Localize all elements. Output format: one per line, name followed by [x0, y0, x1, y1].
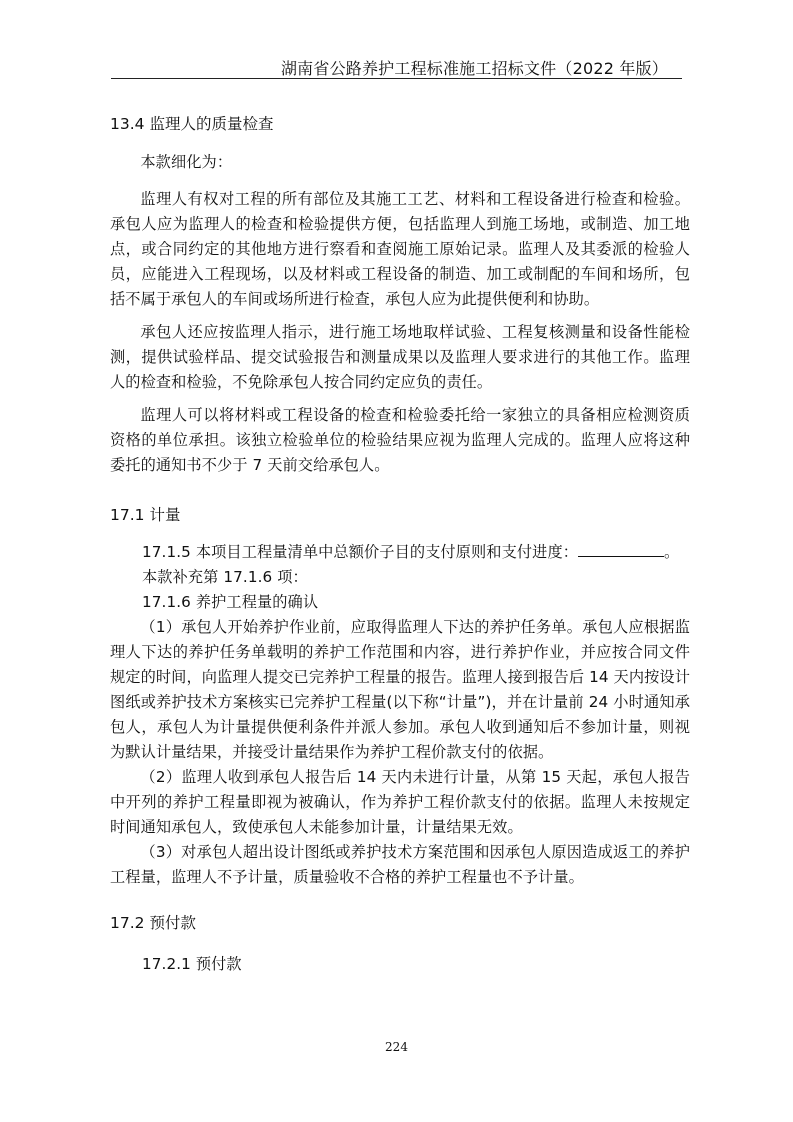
section-13-4-para-2: 承包人还应按监理人指示，进行施工场地取样试验、工程复核测量和设备性能检测，提供试验样品、提交试验报告和测量成果以及监理人要求进行的其他工作。监理人的检查和检验，不免除承包人按合同约定应负的责任。 [110, 323, 690, 391]
item-17-1-6-title: 17.1.6 养护工程量的确认 [142, 593, 319, 611]
section-17-1-heading: 17.1 计量 [110, 506, 181, 524]
fill-in-blank [578, 542, 664, 557]
item-17-1-5 [110, 540, 690, 565]
section-13-4-intro: 本款细化为： [140, 153, 233, 171]
section-17-2-heading: 17.2 预付款 [110, 914, 196, 932]
section-13-4-para-3: 监理人可以将材料或工程设备的检查和检验委托给一家独立的具备相应检测资质资格的单位承担。该独立检验单位的检验结果应视为监理人完成的。监理人应将这种委托的通知书不少于 7 天前交给承包人。 [110, 406, 690, 474]
supplement-note: 本款补充第 17.1.6 项： [142, 568, 308, 586]
page-header-title: 湖南省公路养护工程标准施工招标文件（2022 年版） [280, 59, 668, 78]
document-body [110, 100, 690, 977]
item-17-1-5-text: 17.1.5 本项目工程量清单中总额价子目的支付原则和支付进度： [142, 543, 579, 561]
section-13-4-para-1: 监理人有权对工程的所有部位及其施工工艺、材料和工程设备进行检查和检验。承包人应为监理人的检查和检验提供方便，包括监理人到施工场地，或制造、加工地点，或合同约定的其他地方进行察看和查阅施工原始记录。监理人及其委派的检验人员，应能进入工程现场，以及材料或工程设备的制造、加工或制配的车间和场所，包括不属于承包人的车间或场所进行检查，承包人应为此提供便利和协助。 [110, 190, 690, 308]
page-number: 224 [385, 1040, 408, 1054]
section-13-4-heading: 13.4 监理人的质量检查 [110, 115, 274, 133]
header-rule [111, 78, 682, 79]
item-17-2-1: 17.2.1 预付款 [142, 955, 242, 973]
item-17-1-5-end: 。 [664, 543, 680, 561]
item-17-1-6-point-2: （2）监理人收到承包人报告后 14 天内未进行计量，从第 15 天起，承包人报告中开列的养护工程量即视为被确认，作为养护工程价款支付的依据。监理人未按规定时间通知承包人，致使承包人未能参加计量，计量结果无效。 [110, 768, 690, 836]
item-17-1-6-point-3: （3）对承包人超出设计图纸或养护技术方案范围和因承包人原因造成返工的养护工程量，监理人不予计量，质量验收不合格的养护工程量也不予计量。 [110, 843, 690, 886]
item-17-1-6-point-1: （1）承包人开始养护作业前，应取得监理人下达的养护任务单。承包人应根据监理人下达的养护任务单载明的养护工作范围和内容，进行养护作业，并应按合同文件规定的时间，向监理人提交已完养护工程量的报告。监理人接到报告后 14 天内按设计图纸或养护技术方案核实已完养护工程量(以下称“计量”)，并在计量前 24 小时通知承包人，承包人为计量提供便利条件并派人参加。承包人收到通知后不参加计量，则视为默认计量结果，并接受计量结果作为养护工程价款支付的依据。 [110, 618, 690, 761]
